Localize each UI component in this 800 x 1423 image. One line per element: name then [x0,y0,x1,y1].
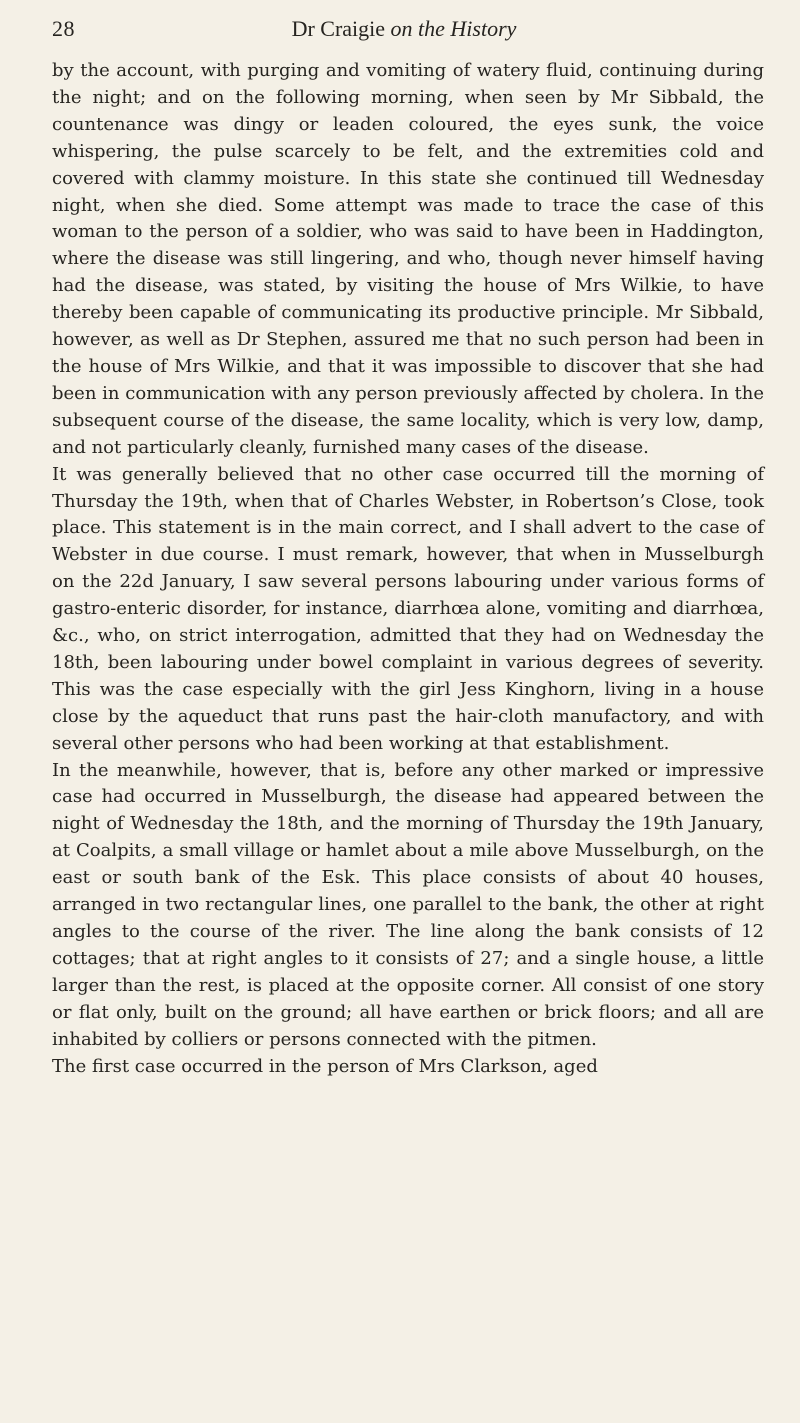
page-number: 28 [52,16,75,41]
running-head-title: on the History [390,16,517,41]
paragraph-2: It was generally believed that no other case occurred till the morning of Thursday the 19th, when that of Charles Webster, in Robertson’s Close, took place. This statement is in the main correct, and I shall advert to the case of Webster in due course. I must remark, however, that when in Musselburgh on the 22d January, I saw several persons labouring under various forms of gastro-enteric disorder, for instance, diarrhœa alone, vomiting and diarrhœa, &c., who, on strict interrogation, admitted that they had on Wednesday the 18th, been labouring under bowel complaint in various degrees of severity. This was the case especially with the girl Jess Kinghorn, living in a house close by the aqueduct that runs past the hair-cloth manufactory, and with several other persons who had been working at that establishment. [52,463,764,754]
paragraph-3: In the meanwhile, however, that is, before any other marked or impressive case had occurred in Musselburgh, the disease had appeared between the night of Wednesday the 18th, and the morning of Thursday the 19th January, at Coalpits, a small village or hamlet about a mile above Musselburgh, on the east or south bank of the Esk. This place consists of about 40 houses, arranged in two rectangular lines, one parallel to the bank, the other at right angles to the course of the river. The line along the bank consists of 12 cottages; that at right angles to it consists of 27; and a single house, a little larger than the rest, is placed at the opposite corner. All consist of one story or flat only, built on the ground; all have earthen or brick floors; and all are inhabited by colliers or persons connected with the pitmen. [52,759,764,1050]
paragraph-4: The first case occurred in the person of Mrs Clarkson, aged [52,1055,598,1077]
running-head [52,16,756,42]
paragraph-1: by the account, with purging and vomiting of watery fluid, continuing during the night; and on the following morning, when seen by Mr Sibbald, the countenance was dingy or leaden coloured, the eyes sunk, the voice whispering, the pulse scarcely to be felt, and the extremities cold and covered with clammy moisture. In this state she continued till Wednesday night, when she died. Some attempt was made to trace the case of this woman to the person of a soldier, who was said to have been in Haddington, where the disease was still lingering, and who, though never himself having had the disease, was stated, by visiting the house of Mrs Wilkie, to have thereby been capable of communicating its productive principle. Mr Sibbald, however, as well as Dr Stephen, assured me that no such person had been in the house of Mrs Wilkie, and that it was impossible to discover that she had been in communication with any person previously affected by cholera. In the subsequent course of the disease, the same locality, which is very low, damp, and not particularly cleanly, furnished many cases of the disease. [52,60,764,458]
body-text [52,58,764,1080]
running-head-author: Dr Craigie [291,16,386,41]
page-header [52,16,756,46]
